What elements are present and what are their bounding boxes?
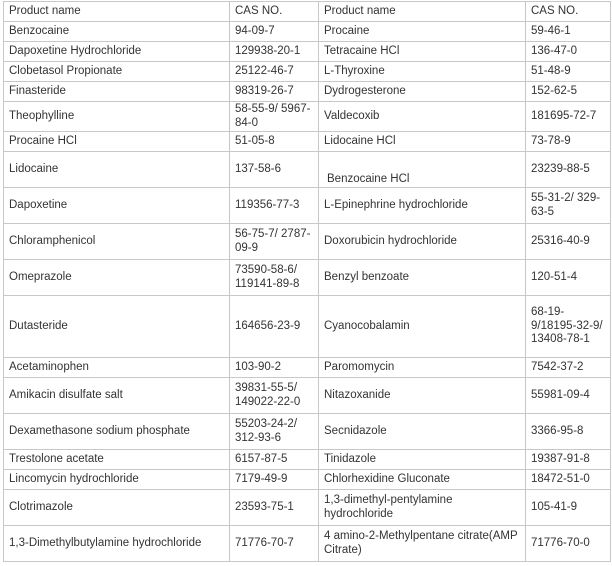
product-name: Dutasteride — [4, 296, 230, 358]
cas-number: 19387-91-8 — [526, 450, 611, 470]
cas-number: 58-55-9/ 5967-84-0 — [230, 102, 319, 132]
cas-number: 3366-95-8 — [526, 414, 611, 450]
cas-number: 103-90-2 — [230, 358, 319, 378]
product-name: Procaine — [319, 22, 526, 42]
product-name: 1,3-dimethyl-pentylamine hydrochloride — [319, 490, 526, 526]
cas-number: 73-78-9 — [526, 132, 611, 152]
cas-number: 120-51-4 — [526, 260, 611, 296]
product-name: Secnidazole — [319, 414, 526, 450]
product-name: Clobetasol Propionate — [4, 62, 230, 82]
cas-number: 129938-20-1 — [230, 42, 319, 62]
cas-number: 25122-46-7 — [230, 62, 319, 82]
table-row — [4, 450, 611, 470]
product-name: Trestolone acetate — [4, 450, 230, 470]
table-header-row — [4, 2, 611, 22]
table-row — [4, 414, 611, 450]
cas-number: 55-31-2/ 329-63-5 — [526, 188, 611, 224]
product-name: Dapoxetine Hydrochloride — [4, 42, 230, 62]
product-name: Cyanocobalamin — [319, 296, 526, 358]
cas-number: 94-09-7 — [230, 22, 319, 42]
cas-number: 18472-51-0 — [526, 470, 611, 490]
product-name: Chlorhexidine Gluconate — [319, 470, 526, 490]
table-row — [4, 470, 611, 490]
table-row — [4, 152, 611, 188]
table-row — [4, 526, 611, 562]
cas-number: 73590-58-6/ 119141-89-8 — [230, 260, 319, 296]
header-cas-no-1: CAS NO. — [230, 2, 319, 22]
cas-number: 39831-55-5/ 149022-22-0 — [230, 378, 319, 414]
cas-number: 181695-72-7 — [526, 102, 611, 132]
product-name: Amikacin disulfate salt — [4, 378, 230, 414]
product-name: Tetracaine HCl — [319, 42, 526, 62]
header-cas-no-2: CAS NO. — [526, 2, 611, 22]
product-name: Benzyl benzoate — [319, 260, 526, 296]
table-row — [4, 102, 611, 132]
cas-number: 51-48-9 — [526, 62, 611, 82]
product-name: 4 amino-2-Methylpentane citrate(AMP Citrate) — [319, 526, 526, 562]
cas-number: 71776-70-0 — [526, 526, 611, 562]
cas-number: 7542-37-2 — [526, 358, 611, 378]
table-row — [4, 188, 611, 224]
cas-number: 98319-26-7 — [230, 82, 319, 102]
table-row — [4, 82, 611, 102]
table-row — [4, 260, 611, 296]
table-row — [4, 224, 611, 260]
product-name: Acetaminophen — [4, 358, 230, 378]
table-row — [4, 296, 611, 358]
cas-number: 105-41-9 — [526, 490, 611, 526]
product-name: Lincomycin hydrochloride — [4, 470, 230, 490]
table-row — [4, 22, 611, 42]
product-name: Dapoxetine — [4, 188, 230, 224]
product-name: Procaine HCl — [4, 132, 230, 152]
header-product-name-2: Product name — [319, 2, 526, 22]
product-name: Finasteride — [4, 82, 230, 102]
product-name: Dexamethasone sodium phosphate — [4, 414, 230, 450]
cas-number: 164656-23-9 — [230, 296, 319, 358]
product-name: Paromomycin — [319, 358, 526, 378]
cas-number: 119356-77-3 — [230, 188, 319, 224]
cas-number: 23239-88-5 — [526, 152, 611, 188]
product-name: L-Thyroxine — [319, 62, 526, 82]
product-name: Lidocaine — [4, 152, 230, 188]
cas-product-table — [3, 1, 611, 562]
cas-number: 7179-49-9 — [230, 470, 319, 490]
table-row — [4, 378, 611, 414]
cas-number: 55981-09-4 — [526, 378, 611, 414]
product-name: Valdecoxib — [319, 102, 526, 132]
cas-number: 152-62-5 — [526, 82, 611, 102]
cas-number: 25316-40-9 — [526, 224, 611, 260]
product-name: Chloramphenicol — [4, 224, 230, 260]
product-name: Lidocaine HCl — [319, 132, 526, 152]
cas-number: 68-19-9/18195-32-9/ 13408-78-1 — [526, 296, 611, 358]
product-name: Benzocaine HCl — [319, 152, 526, 188]
product-name: Benzocaine — [4, 22, 230, 42]
product-name: 1,3-Dimethylbutylamine hydrochloride — [4, 526, 230, 562]
cas-number: 51-05-8 — [230, 132, 319, 152]
header-product-name-1: Product name — [4, 2, 230, 22]
product-name: Doxorubicin hydrochloride — [319, 224, 526, 260]
cas-number: 136-47-0 — [526, 42, 611, 62]
cas-number: 137-58-6 — [230, 152, 319, 188]
product-name: Omeprazole — [4, 260, 230, 296]
cas-number: 55203-24-2/ 312-93-6 — [230, 414, 319, 450]
cas-number: 59-46-1 — [526, 22, 611, 42]
cas-number: 56-75-7/ 2787-09-9 — [230, 224, 319, 260]
product-name: Tinidazole — [319, 450, 526, 470]
table-row — [4, 132, 611, 152]
cas-number: 71776-70-7 — [230, 526, 319, 562]
product-name: Dydrogesterone — [319, 82, 526, 102]
table-row — [4, 358, 611, 378]
cas-number: 6157-87-5 — [230, 450, 319, 470]
product-name: Clotrimazole — [4, 490, 230, 526]
table-row — [4, 42, 611, 62]
product-name: Theophylline — [4, 102, 230, 132]
table-row — [4, 490, 611, 526]
product-name: Nitazoxanide — [319, 378, 526, 414]
cas-number: 23593-75-1 — [230, 490, 319, 526]
table-row — [4, 62, 611, 82]
product-name: L-Epinephrine hydrochloride — [319, 188, 526, 224]
